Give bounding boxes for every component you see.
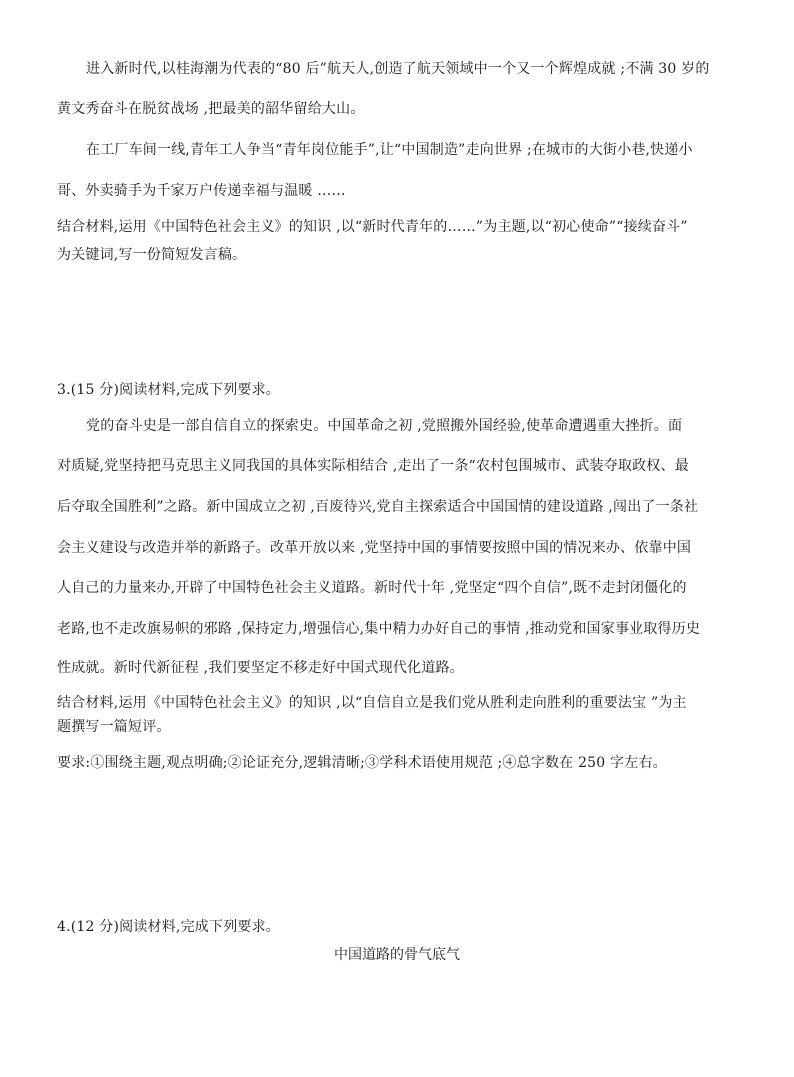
q3-para-line3: 后夺取全国胜利”之路。新中国成立之初 ,百废待兴,党自主探索适合中国国情的建设道路 ,闯出了一条社	[57, 499, 699, 515]
q4-header: 4.(12 分)阅读材料,完成下列要求。	[57, 919, 280, 935]
q2-para2-line1: 在工厂车间一线,青年工人争当“青年岗位能手”,让“中国制造”走向世界 ;在城市的大街小巷,快递小	[86, 142, 693, 158]
q4-material-title: 中国道路的骨气底气	[334, 947, 460, 963]
q2-para1-line2: 黄文秀奋斗在脱贫战场 ,把最美的韶华留给大山。	[57, 101, 365, 117]
q2-task-line2: 为关键词,写一份简短发言稿。	[57, 247, 247, 263]
q3-para-line1: 党的奋斗史是一部自信自立的探索史。中国革命之初 ,党照搬外国经验,使革命遭遇重大挫折。面	[86, 418, 683, 434]
q3-para-line4: 会主义建设与改造并举的新路子。改革开放以来 ,党坚持中国的事情要按照中国的情况来办、依靠中国	[57, 540, 692, 556]
q2-para1-line1: 进入新时代,以桂海潮为代表的“80 后”航天人,创造了航天领域中一个又一个辉煌成就 ;不满 30 岁的	[86, 61, 710, 77]
q3-header: 3.(15 分)阅读材料,完成下列要求。	[57, 382, 280, 398]
q3-task-line2: 题撰写一篇短评。	[57, 719, 171, 735]
q3-para-line2: 对质疑,党坚持把马克思主义同我国的具体实际相结合 ,走出了一条“农村包围城市、武装夺取政权、最	[57, 458, 689, 474]
q2-para2-line2: 哥、外卖骑手为千家万户传递幸福与温暖 ……	[57, 183, 346, 199]
q3-para-line5: 人自己的力量来办,开辟了中国特色社会主义道路。新时代十年 ,党坚定“四个自信”,既不走封闭僵化的	[57, 580, 687, 596]
q2-task-line1: 结合材料,运用《中国特色社会主义》的知识 ,以“新时代青年的……”为主题,以“初心使命”“接续奋斗”	[57, 219, 688, 235]
q3-task-line1: 结合材料,运用《中国特色社会主义》的知识 ,以“自信自立是我们党从胜利走向胜利的重要法宝 ”为主	[57, 695, 687, 711]
q3-requirements: 要求:①围绕主题,观点明确;②论证充分,逻辑清晰;③学科术语使用规范 ;④总字数在 250 字左右。	[57, 755, 667, 771]
q3-para-line6: 老路,也不走改旗易帜的邪路 ,保持定力,增强信心,集中精力办好自己的事情 ,推动党和国家事业取得历史	[57, 621, 701, 637]
q3-para-line7: 性成就。新时代新征程 ,我们要坚定不移走好中国式现代化道路。	[57, 660, 464, 676]
